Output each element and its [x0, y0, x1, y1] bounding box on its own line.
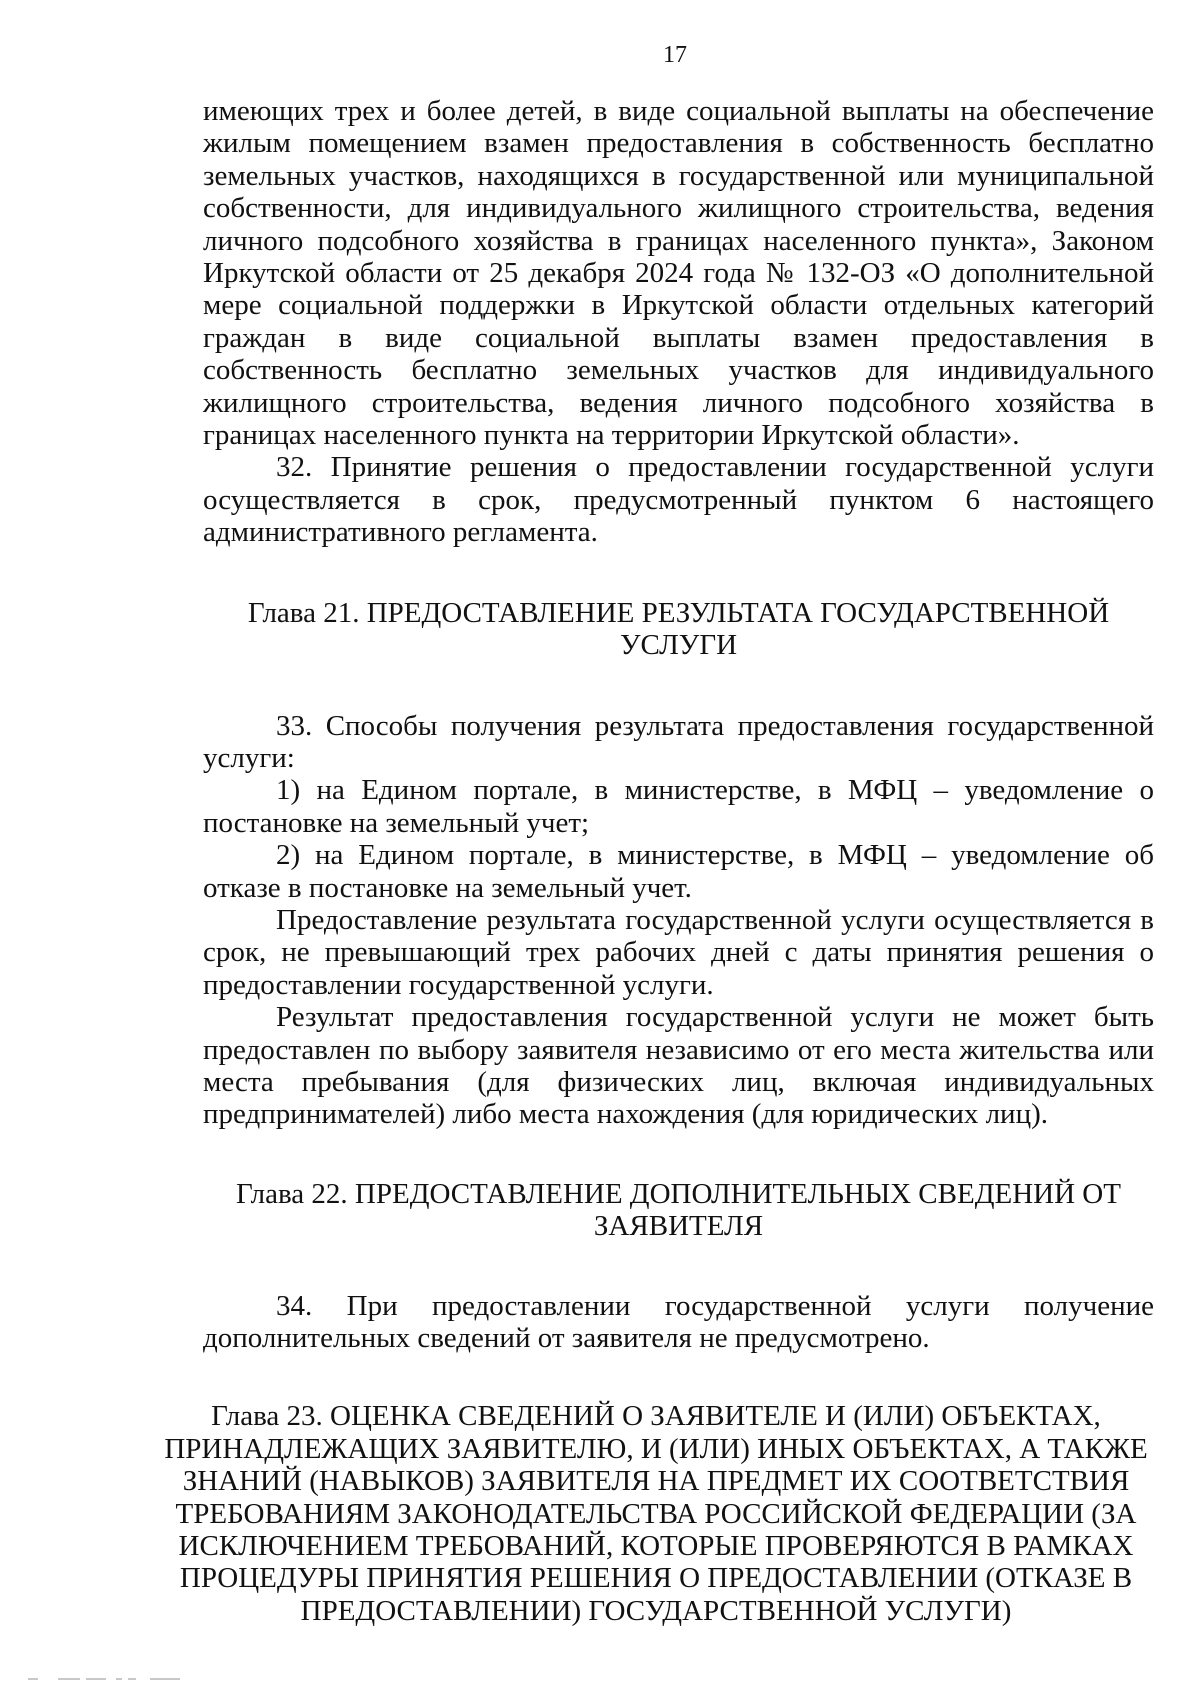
paragraph-33: 33. Способы получения результата предоставления государственной услуги:: [203, 709, 1154, 774]
paragraph-32: 32. Принятие решения о предоставлении государственной услуги осуществляется в срок, предусмотренный пунктом 6 настоящего административного регламента.: [203, 451, 1154, 549]
paragraph-result-place: Результат предоставления государственной услуги не может быть предоставлен по выбору заявителя независимо от его места жительства или места пребывания (для физических лиц, включая индивидуальных предпринимателей) либо места нахождения (для юридических лиц).: [203, 1001, 1154, 1131]
scan-artifact-marks: [28, 1678, 188, 1682]
paragraph-continuation: имеющих трех и более детей, в виде социальной выплаты на обеспечение жилым помещением взамен предоставления в собственность бесплатно земельных участков, находящихся в государственной или муниципальной собственности, для индивидуального жилищного строительства, ведения личного подсобного хозяйства в границах населенного пункта», Законом Иркутской области от 25 декабря 2024 года № 132-ОЗ «О дополнительной мере социальной поддержки в Иркутской области отдельных категорий граждан в виде социальной выплаты взамен предоставления в собственность бесплатно земельных участков для индивидуального жилищного строительства, ведения личного подсобного хозяйства в границах населенного пункта на территории Иркутской области».: [203, 95, 1154, 452]
paragraph-result-term: Предоставление результата государственной услуги осуществляется в срок, не превышающий трех рабочих дней с даты принятия решения о предоставлении государственной услуги.: [203, 903, 1154, 1001]
document-body: [164, 95, 1154, 1627]
paragraph-34: 34. При предоставлении государственной услуги получение дополнительных сведений от заявителя не предусмотрено.: [203, 1289, 1154, 1354]
list-item-2: 2) на Едином портале, в министерстве, в МФЦ – уведомление об отказе в постановке на земельный учет.: [203, 839, 1154, 904]
chapter-23-heading: Глава 23. ОЦЕНКА СВЕДЕНИЙ О ЗАЯВИТЕЛЕ И (ИЛИ) ОБЪЕКТАХ, ПРИНАДЛЕЖАЩИХ ЗАЯВИТЕЛЮ, И (ИЛИ) ИНЫХ ОБЪЕКТАХ, А ТАКЖЕ ЗНАНИЙ (НАВЫКОВ) ЗАЯВИТЕЛЯ НА ПРЕДМЕТ ИХ СООТВЕТСТВИЯ ТРЕБОВАНИЯМ ЗАКОНОДАТЕЛЬСТВА РОССИЙСКОЙ ФЕДЕРАЦИИ (ЗА ИСКЛЮЧЕНИЕМ ТРЕБОВАНИЙ, КОТОРЫЕ ПРОВЕРЯЮТСЯ В РАМКАХ ПРОЦЕДУРЫ ПРИНЯТИЯ РЕШЕНИЯ О ПРЕДОСТАВЛЕНИИ (ОТКАЗЕ В ПРЕДОСТАВЛЕНИИ) ГОСУДАРСТВЕННОЙ УСЛУГИ): [164, 1400, 1148, 1627]
chapter-22-heading: Глава 22. ПРЕДОСТАВЛЕНИЕ ДОПОЛНИТЕЛЬНЫХ СВЕДЕНИЙ ОТ ЗАЯВИТЕЛЯ: [236, 1177, 1121, 1243]
chapter-21-heading: Глава 21. ПРЕДОСТАВЛЕНИЕ РЕЗУЛЬТАТА ГОСУДАРСТВЕННОЙ УСЛУГИ: [247, 596, 1110, 662]
page-number: 17: [663, 42, 687, 68]
list-item-1: 1) на Едином портале, в министерстве, в МФЦ – уведомление о постановке на земельный учет;: [203, 774, 1154, 839]
